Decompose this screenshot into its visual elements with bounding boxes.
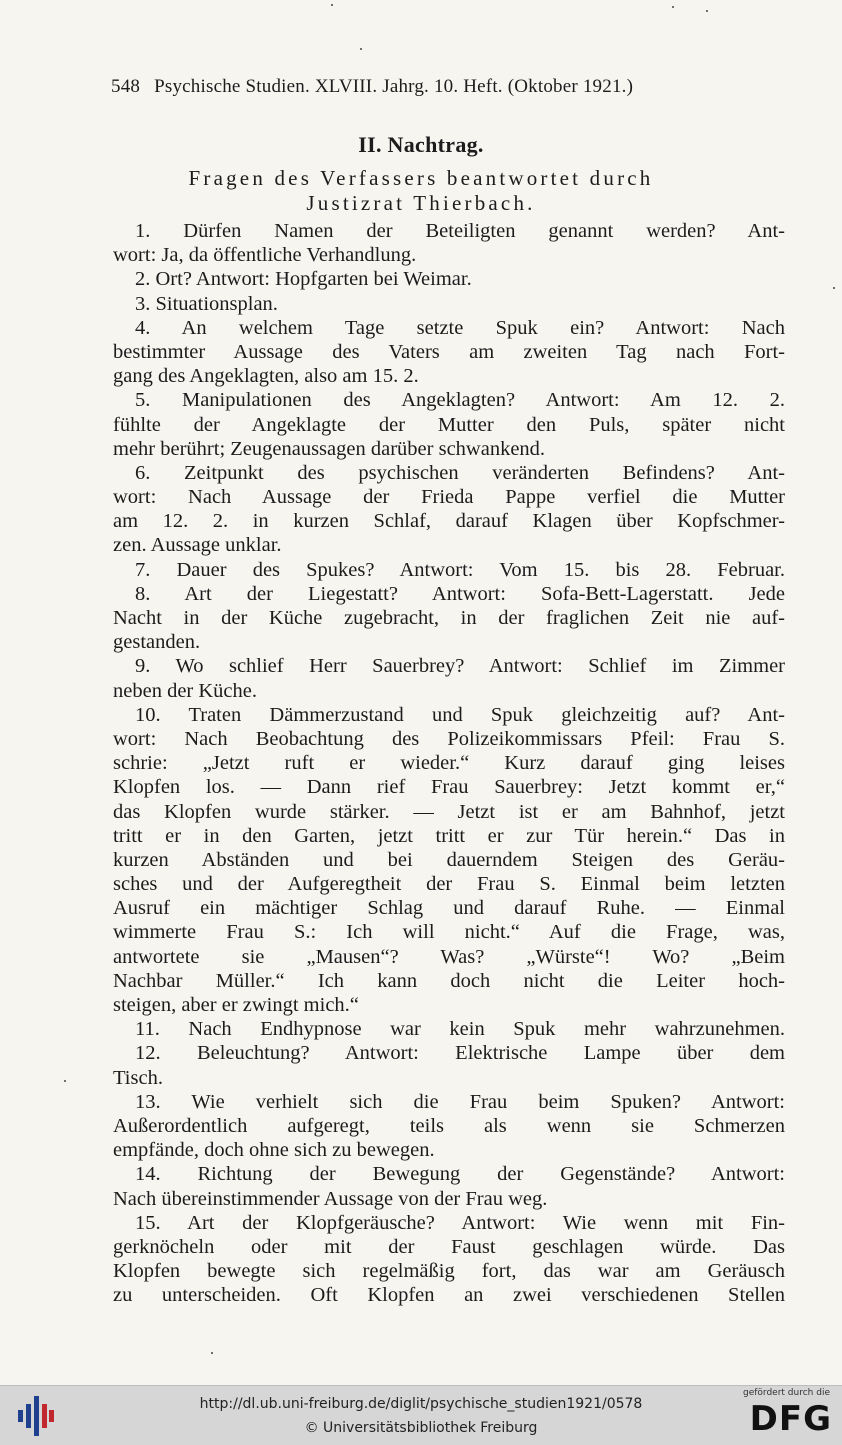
section-subtitle: Justizrat Thierbach. — [306, 191, 536, 215]
text-line: 14. Richtung der Bewegung der Gegenstände? Antwort: — [135, 1163, 785, 1186]
text-line: zen. Aussage unklar. — [113, 534, 282, 557]
text-line: wort: Nach Aussage der Frieda Pappe verfiel die Mutter — [113, 486, 785, 509]
text-line: Außerordentlich aufgeregt, teils als wenn sie Schmerzen — [113, 1114, 785, 1137]
text-line: mehr berührt; Zeugenaussagen darüber schwankend. — [113, 437, 546, 460]
text-line: 2. Ort? Antwort: Hopfgarten bei Weimar. — [135, 268, 472, 291]
text-line: Nach übereinstimmender Aussage von der Frau weg. — [113, 1187, 548, 1210]
scan-speck — [833, 287, 835, 289]
text-line: 11. Nach Endhypnose war kein Spuk mehr wahrzunehmen. — [135, 1018, 785, 1041]
text-line: wort: Nach Beobachtung des Polizeikommissars Pfeil: Frau S. — [113, 727, 785, 750]
text-line: 3. Situationsplan. — [135, 292, 278, 315]
section-subtitle: Fragen des Verfassers beantwortet durch — [188, 166, 654, 190]
scan-speck — [331, 4, 333, 6]
text-line: Klopfen los. — Dann rief Frau Sauerbrey: Jetzt kommt er,“ — [113, 776, 785, 799]
text-line: sches und der Aufgeregtheit der Frau S. Einmal beim letzten — [113, 873, 785, 896]
dfg-funding-note: gefördert durch die — [743, 1388, 830, 1398]
copyright-text: © Universitätsbibliothek Freiburg — [304, 1420, 538, 1436]
text-line: steigen, aber er zwingt mich.“ — [113, 994, 359, 1016]
text-line: am 12. 2. in kurzen Schlaf, darauf Klagen über Kopfschmer- — [113, 510, 785, 533]
text-line: empfände, doch ohne sich zu bewegen. — [113, 1139, 435, 1162]
text-line: wimmerte Frau S.: Ich will nicht.“ Auf die Frage, was, — [113, 921, 785, 944]
scan-speck — [360, 48, 362, 50]
text-line: gang des Angeklagten, also am 15. 2. — [113, 365, 419, 388]
text-line: 1. Dürfen Namen der Beteiligten genannt werden? Ant- — [135, 220, 785, 242]
text-line: Nachbar Müller.“ Ich kann doch nicht die Leiter hoch- — [113, 969, 785, 992]
scan-speck — [64, 1080, 66, 1082]
text-line: antwortete sie „Mausen“? Was? „Würste“! Wo? „Beim — [113, 945, 785, 968]
text-line: wort: Ja, da öffentliche Verhandlung. — [113, 244, 417, 267]
text-line: 13. Wie verhielt sich die Frau beim Spuken? Antwort: — [135, 1090, 785, 1113]
text-line: zu unterscheiden. Oft Klopfen an zwei verschiedenen Stellen — [113, 1284, 785, 1307]
page-number: 548 — [111, 76, 141, 97]
body-text — [113, 219, 785, 1307]
text-line: 15. Art der Klopfgeräusche? Antwort: Wie wenn mit Fin- — [135, 1211, 785, 1234]
text-line: 12. Beleuchtung? Antwort: Elektrische Lampe über dem — [135, 1042, 785, 1065]
text-line: schrie: „Jetzt ruft er wieder.“ Kurz darauf ging leises — [113, 752, 785, 775]
text-line: tritt er in den Garten, jetzt tritt er zur Tür herein.“ Das in — [113, 824, 785, 847]
text-line: kurzen Abständen und bei dauerndem Steigen des Geräu- — [113, 848, 785, 871]
text-line: gerknöcheln oder mit der Faust geschlagen würde. Das — [113, 1235, 785, 1258]
text-line: Nacht in der Küche zugebracht, in der fraglichen Zeit nie auf- — [113, 607, 785, 629]
source-url-link[interactable]: http://dl.ub.uni-freiburg.de/diglit/psychische_studien1921/0578 — [199, 1396, 643, 1412]
text-line: gestanden. — [113, 631, 201, 654]
text-line: 8. Art der Liegestatt? Antwort: Sofa-Bett-Lagerstatt. Jede — [135, 582, 785, 605]
viewer-footer — [0, 1385, 842, 1445]
text-line: Klopfen bewegte sich regelmäßig fort, das war am Geräusch — [113, 1260, 785, 1283]
text-line: 7. Dauer des Spukes? Antwort: Vom 15. bis 28. Februar. — [135, 558, 785, 581]
text-line: bestimmter Aussage des Vaters am zweiten Tag nach Fort- — [113, 340, 785, 363]
dfg-logo[interactable]: DFG — [749, 1399, 832, 1439]
text-line: Ausruf ein mächtiger Schlag und darauf Ruhe. — Einmal — [113, 897, 785, 920]
text-line: 6. Zeitpunkt des psychischen veränderten Befindens? Ant- — [135, 461, 785, 484]
text-line: fühlte der Angeklagte der Mutter den Puls, später nicht — [113, 413, 785, 436]
running-header — [111, 76, 751, 98]
text-line: neben der Küche. — [113, 679, 258, 702]
scan-speck — [211, 1352, 213, 1354]
scan-speck — [672, 6, 674, 8]
text-line: 10. Traten Dämmerzustand und Spuk gleichzeitig auf? Ant- — [135, 703, 785, 726]
text-line: 5. Manipulationen des Angeklagten? Antwort: Am 12. 2. — [135, 389, 785, 412]
section-title: II. Nachtrag. — [358, 132, 484, 157]
text-line: das Klopfen wurde stärker. — Jetzt ist er am Bahnhof, jetzt — [113, 800, 785, 823]
running-title: Psychische Studien. XLVIII. Jahrg. 10. Heft. (Oktober 1921.) — [154, 76, 634, 97]
text-line: Tisch. — [113, 1066, 163, 1089]
scan-speck — [706, 10, 708, 12]
text-line: 9. Wo schlief Herr Sauerbrey? Antwort: Schlief im Zimmer — [135, 655, 785, 678]
text-line: 4. An welchem Tage setzte Spuk ein? Antwort: Nach — [135, 316, 785, 339]
